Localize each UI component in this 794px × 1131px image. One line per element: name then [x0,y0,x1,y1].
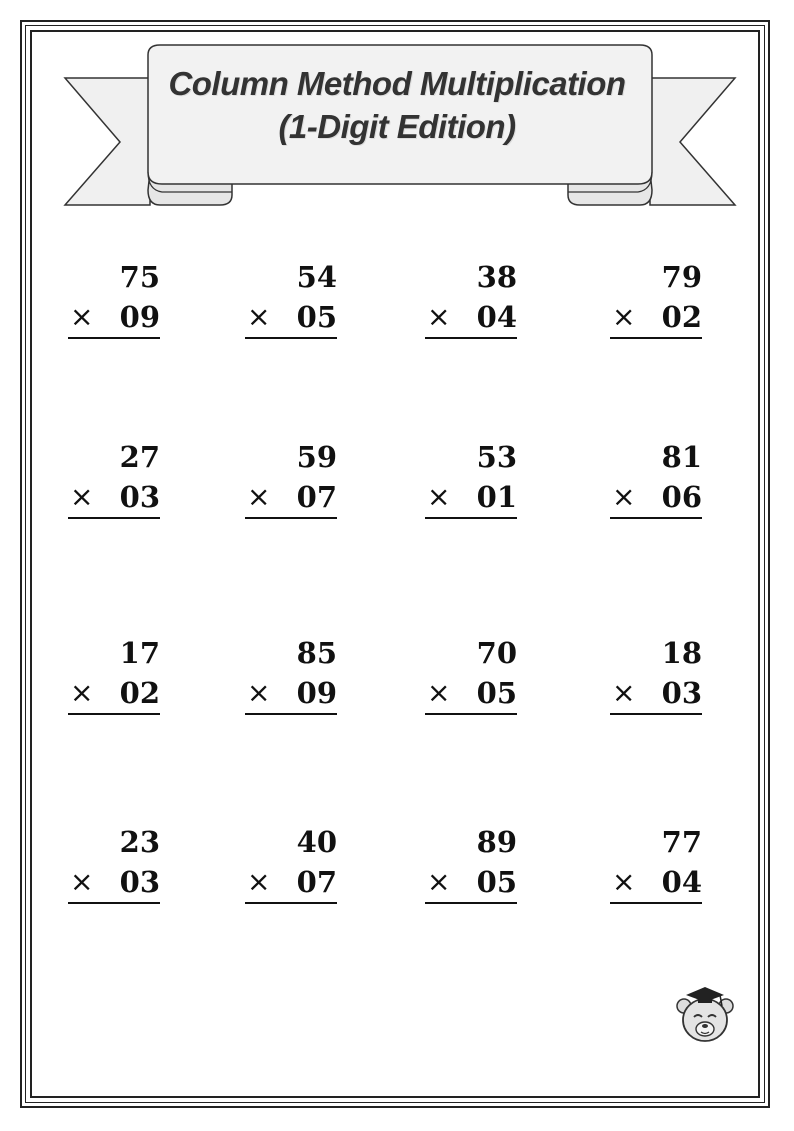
worksheet-title [148,62,646,148]
multiplier-row [610,477,702,519]
multiplier: 03 [661,676,702,710]
multiplier-row [68,862,160,904]
problem-4 [610,257,702,339]
multiplicand: 89 [476,825,517,859]
times-sign: × [427,480,451,513]
multiplier: 09 [296,676,337,710]
multiplier: 05 [476,865,517,899]
problem-16 [610,822,702,904]
times-sign: × [247,676,271,709]
problem-3 [425,257,517,339]
multiplier-row [425,297,517,339]
times-sign: × [427,300,451,333]
multiplicand: 23 [119,825,160,859]
multiplier-row [245,477,337,519]
multiplier-row [245,862,337,904]
ribbon-left-tail [65,78,150,205]
title-line-1: Column Method Multiplication [168,65,626,102]
graduate-bear-icon [674,984,736,1046]
times-sign: × [70,300,94,333]
problem-1 [68,257,160,339]
times-sign: × [427,676,451,709]
multiplicand: 27 [119,440,160,474]
times-sign: × [612,865,636,898]
times-sign: × [70,865,94,898]
problem-5 [68,437,160,519]
problem-2 [245,257,337,339]
ribbon-right-tail [650,78,735,205]
times-sign: × [427,865,451,898]
times-sign: × [612,300,636,333]
multiplier: 06 [661,480,702,514]
multiplier-row [68,477,160,519]
times-sign: × [247,480,271,513]
title-line-2: (1-Digit Edition) [278,108,516,145]
multiplier: 03 [119,865,160,899]
multiplier-row [610,673,702,715]
multiplier: 02 [119,676,160,710]
multiplier-row [610,297,702,339]
multiplier: 07 [296,865,337,899]
multiplicand: 81 [661,440,702,474]
multiplicand: 75 [119,260,160,294]
multiplier-row [425,477,517,519]
multiplicand: 17 [119,636,160,670]
problem-11 [425,633,517,715]
multiplicand: 77 [661,825,702,859]
times-sign: × [247,300,271,333]
multiplier: 07 [296,480,337,514]
multiplicand: 85 [296,636,337,670]
multiplicand: 38 [476,260,517,294]
multiplier: 04 [661,865,702,899]
multiplier-row [245,297,337,339]
problem-13 [68,822,160,904]
multiplier-row [425,673,517,715]
multiplier: 03 [119,480,160,514]
problem-8 [610,437,702,519]
multiplier-row [68,297,160,339]
problem-7 [425,437,517,519]
multiplier: 04 [476,300,517,334]
multiplicand: 40 [296,825,337,859]
multiplier-row [68,673,160,715]
multiplicand: 54 [296,260,337,294]
times-sign: × [70,676,94,709]
problem-9 [68,633,160,715]
problem-6 [245,437,337,519]
multiplier: 02 [661,300,702,334]
times-sign: × [247,865,271,898]
multiplicand: 59 [296,440,337,474]
times-sign: × [612,480,636,513]
multiplier-row [245,673,337,715]
multiplier: 05 [296,300,337,334]
multiplier-row [610,862,702,904]
problem-15 [425,822,517,904]
multiplicand: 79 [661,260,702,294]
multiplicand: 53 [476,440,517,474]
multiplier: 09 [119,300,160,334]
multiplier: 01 [476,480,517,514]
problem-10 [245,633,337,715]
multiplicand: 18 [661,636,702,670]
times-sign: × [612,676,636,709]
times-sign: × [70,480,94,513]
problem-14 [245,822,337,904]
problem-12 [610,633,702,715]
multiplicand: 70 [476,636,517,670]
multiplier: 05 [476,676,517,710]
multiplier-row [425,862,517,904]
